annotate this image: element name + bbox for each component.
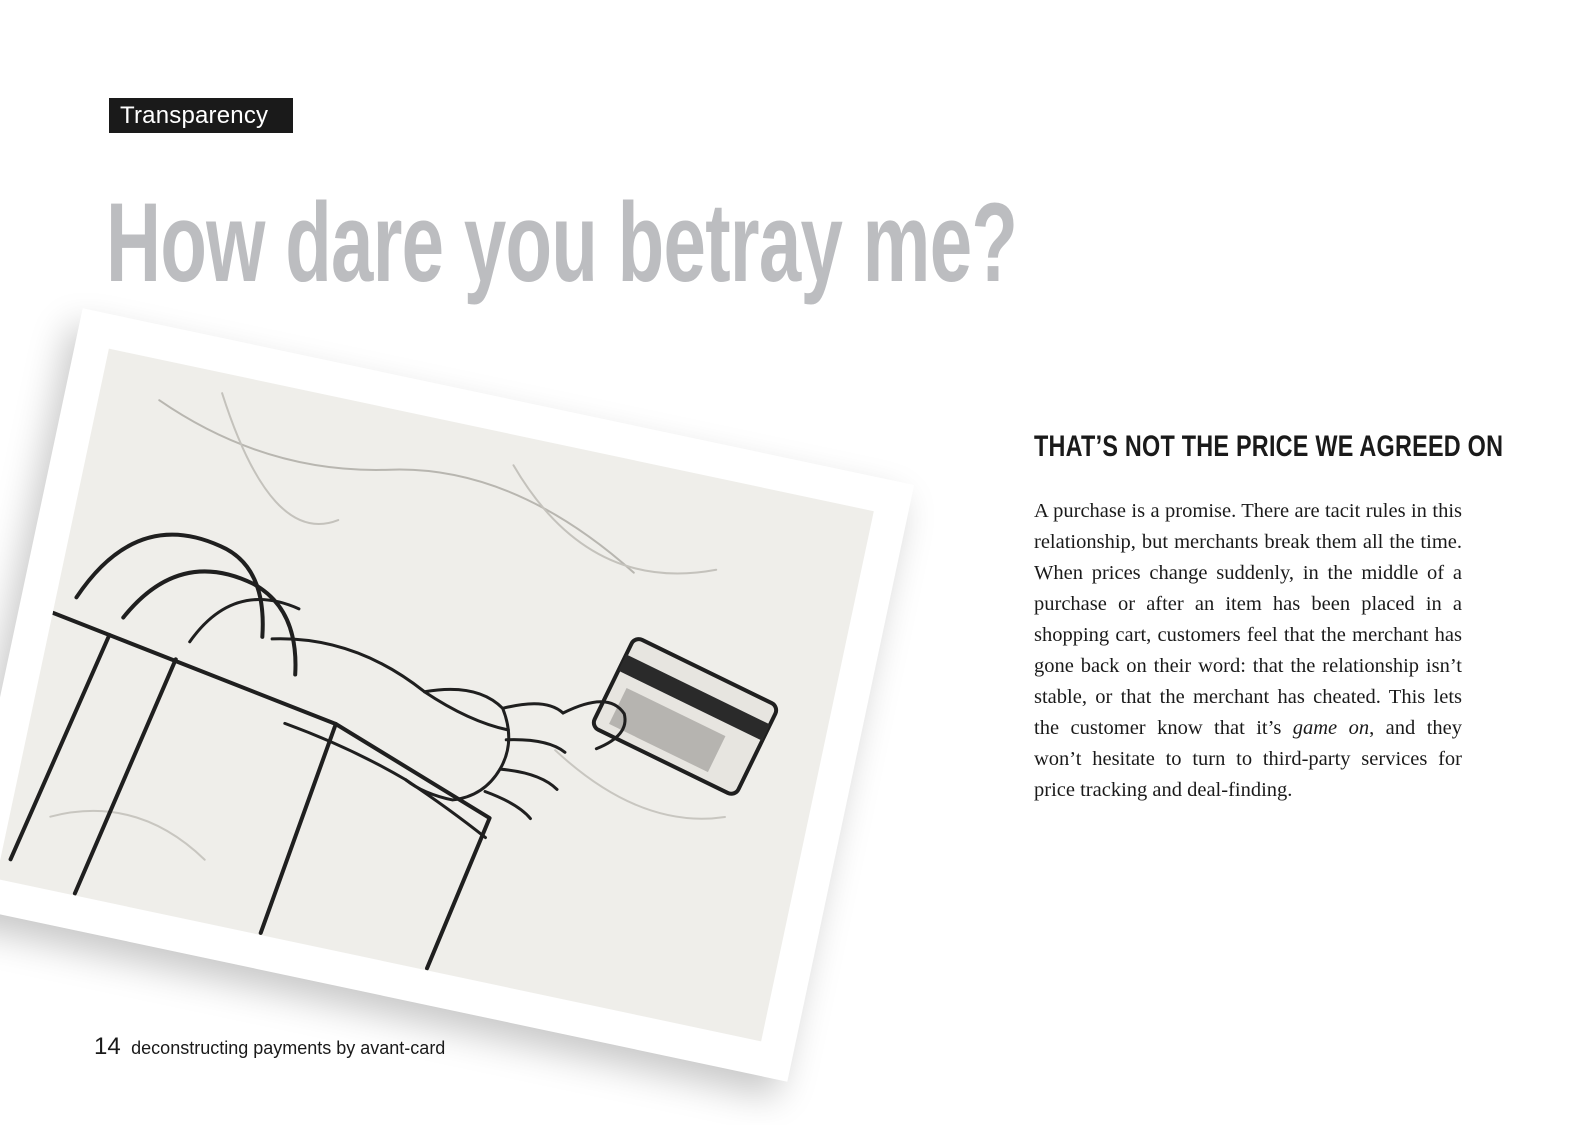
body-text-italic: game on — [1292, 717, 1370, 739]
section-tag: Transparency — [109, 98, 293, 133]
page-number: 14 — [94, 1033, 121, 1060]
body-text-part: A purchase is a promise. There are tacit rules in this relationship, but merchants break them all the time. When prices change suddenly, in the middle of a purchase or after an item has been placed in a shopping cart, customers feel that the merchant has gone back on their word: that the relationship isn’t stable, or that the merchant has cheated. This lets the customer know that it’s — [1034, 500, 1462, 739]
article-body — [1034, 496, 1462, 806]
photo-frame — [0, 308, 914, 1081]
sketch-illustration — [0, 349, 874, 1042]
page-headline: How dare you betray me? — [106, 180, 1018, 305]
body-text-part: , and they won’t hesitate to turn to third-party services for price tracking and deal-finding. — [1034, 717, 1462, 801]
page-footer — [94, 1033, 445, 1061]
publication-title: deconstructing payments by avant-card — [131, 1038, 446, 1058]
article-subheading: THAT’S NOT THE PRICE WE AGREED ON — [1034, 430, 1504, 463]
hand-holding-credit-card-sketch-image — [0, 349, 874, 1042]
